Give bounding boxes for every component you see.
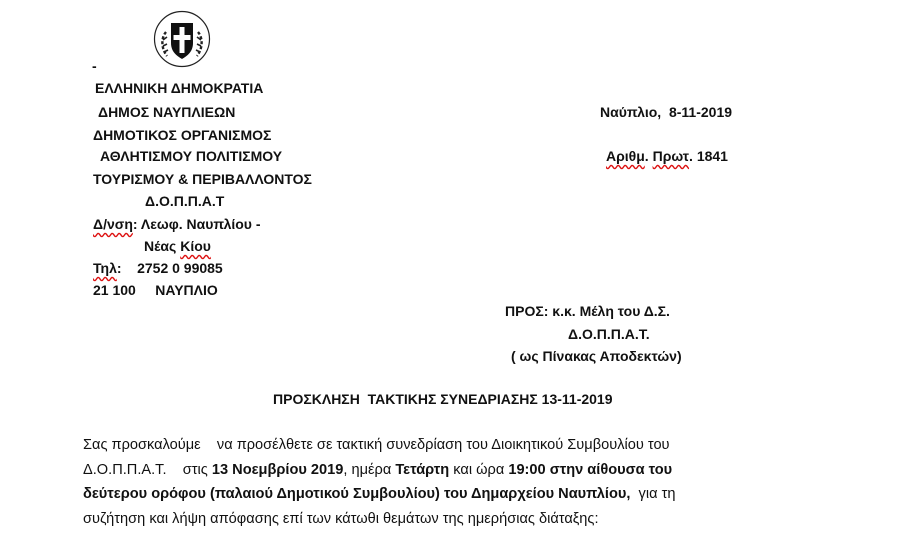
- phone-label: Τηλ: [93, 260, 117, 276]
- document-title: ΠΡΟΣΚΛΗΣΗ ΤΑΚΤΙΚΗΣ ΣΥΝΕΔΡΙΑΣΗΣ 13-11-2019: [273, 391, 613, 407]
- coat-of-arms-emblem: [153, 10, 211, 68]
- issuer-address-line1: [93, 216, 261, 232]
- date-line: Ναύπλιο, 8-11-2019: [600, 104, 733, 120]
- body-l2-day: Τετάρτη: [395, 461, 450, 478]
- body-l2-a: Δ.Ο.Π.Π.Α.Τ. στις: [83, 461, 212, 478]
- body-paragraph: [83, 433, 823, 531]
- body-l2-c: , ημέρα: [343, 461, 396, 478]
- phone-text: : 2752 0 99085: [116, 260, 223, 276]
- issuer-line-municipality: ΔΗΜΟΣ ΝΑΥΠΛΙΕΩΝ: [98, 104, 236, 120]
- protocol-a: Αριθμ: [606, 148, 645, 164]
- issuer-line-sports-culture: ΑΘΛΗΤΙΣΜΟΥ ΠΟΛΙΤΙΣΜΟΥ: [100, 148, 283, 164]
- body-line-4: συζήτηση και λήψη απόφασης επί των κάτωθι θεμάτων της ημερήσιας διάταξης:: [83, 510, 599, 527]
- body-l2-date: 13 Νοεμβρίου 2019: [211, 461, 344, 478]
- issuer-line-organization: ΔΗΜΟΤΙΚΟΣ ΟΡΓΑΝΙΣΜΟΣ: [93, 127, 272, 143]
- address-line2-b: Κίου: [180, 238, 211, 254]
- issuer-line-acronym: Δ.Ο.Π.Π.Α.Τ: [145, 193, 225, 209]
- header-dash: -: [92, 58, 97, 74]
- body-l3-b: για τη: [630, 486, 676, 502]
- issuer-line-republic: ΕΛΛΗΝΙΚΗ ΔΗΜΟΚΡΑΤΙΑ: [95, 80, 264, 96]
- issuer-postal-line: 21 100 ΝΑΥΠΛΙΟ: [93, 282, 218, 298]
- recipient-line3: ( ως Πίνακας Αποδεκτών): [511, 348, 682, 364]
- body-l2-time-place: 19:00 στην αίθουσα του: [508, 461, 673, 478]
- body-l3-location: δεύτερου ορόφου (παλαιού Δημοτικού Συμβουλίου) του Δημαρχείου Ναυπλίου,: [83, 486, 631, 502]
- issuer-address-line2: [144, 238, 211, 254]
- recipient-line1: ΠΡΟΣ: κ.κ. Μέλη του Δ.Σ.: [505, 303, 670, 319]
- address-text: : Λεωφ. Ναυπλίου -: [132, 216, 261, 232]
- body-line-1: Σας προσκαλούμε να προσέλθετε σε τακτική συνεδρίαση του Διοικητικού Συμβουλίου του: [83, 437, 670, 453]
- issuer-line-tourism-environment: ΤΟΥΡΙΣΜΟΥ & ΠΕΡΙΒΑΛΛΟΝΤΟΣ: [93, 171, 312, 187]
- protocol-b: .: [644, 148, 653, 164]
- address-prefix: Δ/νση: [93, 216, 133, 232]
- address-line2-a: Νέας: [144, 238, 181, 254]
- body-line-3: [83, 482, 823, 507]
- body-l2-e: και ώρα: [449, 461, 509, 478]
- protocol-d: . 1841: [689, 148, 728, 164]
- issuer-phone-line: [93, 260, 223, 276]
- body-line-2: [83, 458, 823, 483]
- recipient-line2: Δ.Ο.Π.Π.Α.Τ.: [568, 326, 650, 342]
- protocol-line: [606, 148, 728, 164]
- protocol-c: Πρωτ: [652, 148, 690, 164]
